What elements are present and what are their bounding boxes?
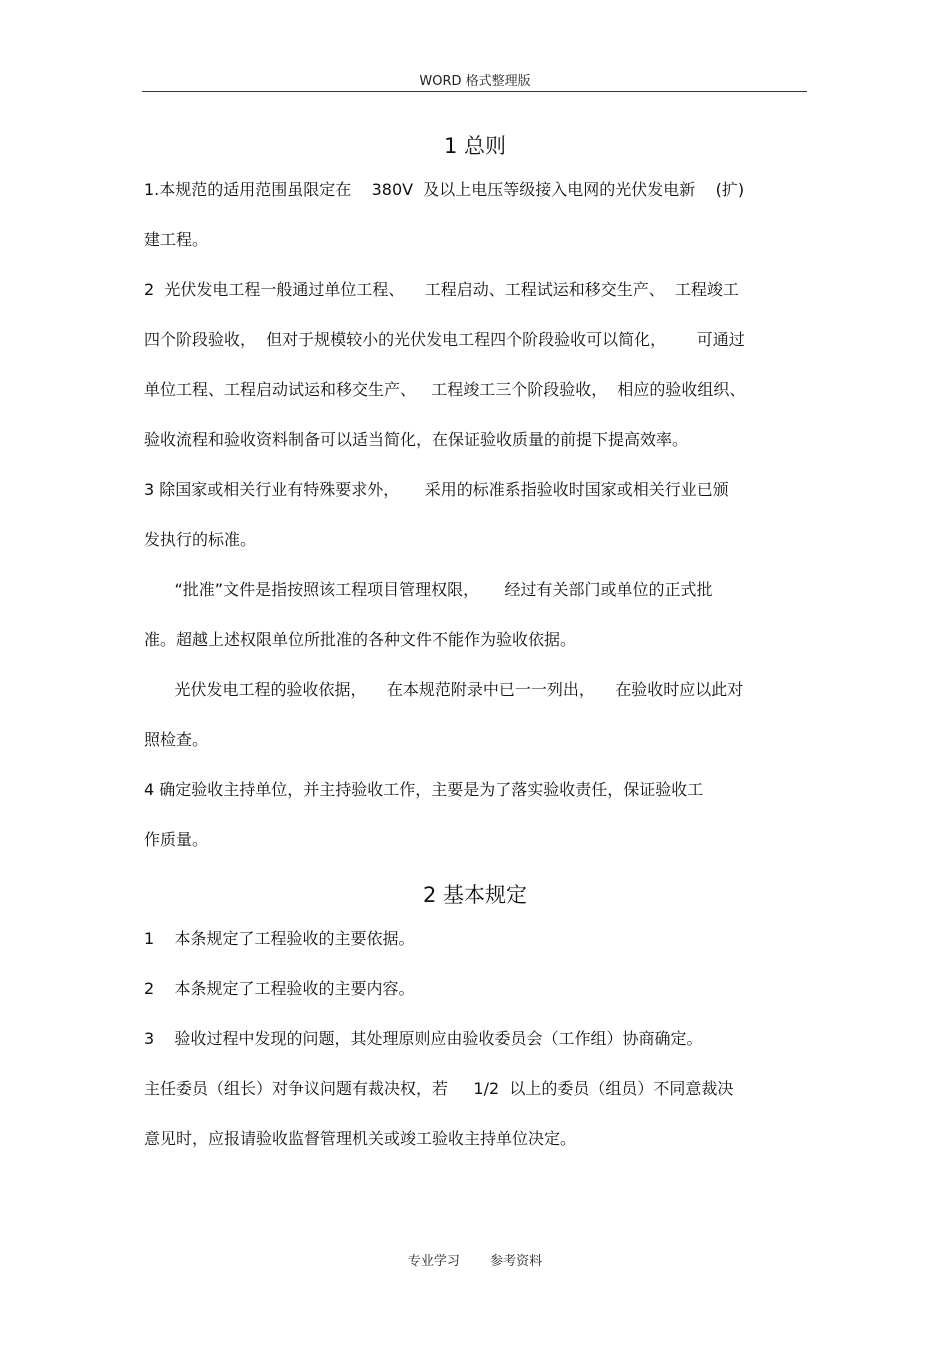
- paragraph-line: 作质量。: [144, 830, 209, 849]
- paragraph-line: “批准”文件是指按照该工程项目管理权限， 经过有关部门或单位的正式批: [144, 580, 713, 599]
- header-divider: [142, 91, 807, 92]
- paragraph-line: 光伏发电工程的验收依据， 在本规范附录中已一一列出， 在验收时应以此对: [144, 680, 744, 699]
- paragraph-line: 四个阶段验收， 但对于规模较小的光伏发电工程四个阶段验收可以简化， 可通过: [144, 330, 745, 349]
- paragraph-line: 主任委员（组长）对争议问题有裁决权，若 1/2 以上的委员（组员）不同意裁决: [144, 1079, 734, 1098]
- paragraph-line: 3 除国家或相关行业有特殊要求外， 采用的标准系指验收时国家或相关行业已颁: [144, 480, 729, 499]
- paragraph-line: 2 光伏发电工程一般通过单位工程、 工程启动、工程试运和移交生产、 工程竣工: [144, 280, 739, 299]
- section-heading-general: 1 总则: [443, 134, 507, 158]
- paragraph-line: 1.本规范的适用范围虽限定在 380V 及以上电压等级接入电网的光伏发电新 (扩): [144, 180, 745, 199]
- page-header: WORD 格式整理版: [419, 74, 531, 89]
- footer-right-text: 参考资料: [490, 1254, 543, 1269]
- paragraph-line: 4 确定验收主持单位，并主持验收工作，主要是为了落实验收责任，保证验收工: [144, 780, 704, 799]
- paragraph-line: 意见时，应报请验收监督管理机关或竣工验收主持单位决定。: [144, 1129, 577, 1148]
- paragraph-line: 建工程。: [144, 230, 209, 249]
- page-footer: [0, 1250, 950, 1269]
- paragraph-line: 照检查。: [144, 730, 209, 749]
- paragraph-line: 3 验收过程中发现的问题，其处理原则应由验收委员会（工作组）协商确定。: [144, 1029, 703, 1048]
- paragraph-line: 发执行的标准。: [144, 530, 257, 549]
- paragraph-line: 1 本条规定了工程验收的主要依据。: [144, 929, 415, 948]
- paragraph-line: 单位工程、工程启动试运和移交生产、 工程竣工三个阶段验收， 相应的验收组织、: [144, 380, 746, 399]
- paragraph-line: 准。超越上述权限单位所批准的各种文件不能作为验收依据。: [144, 630, 577, 649]
- paragraph-line: 2 本条规定了工程验收的主要内容。: [144, 979, 415, 998]
- section-heading-basic-rules: 2 基本规定: [422, 883, 528, 907]
- paragraph-line: 验收流程和验收资料制备可以适当简化，在保证验收质量的前提下提高效率。: [144, 430, 689, 449]
- footer-left-text: 专业学习: [407, 1254, 460, 1269]
